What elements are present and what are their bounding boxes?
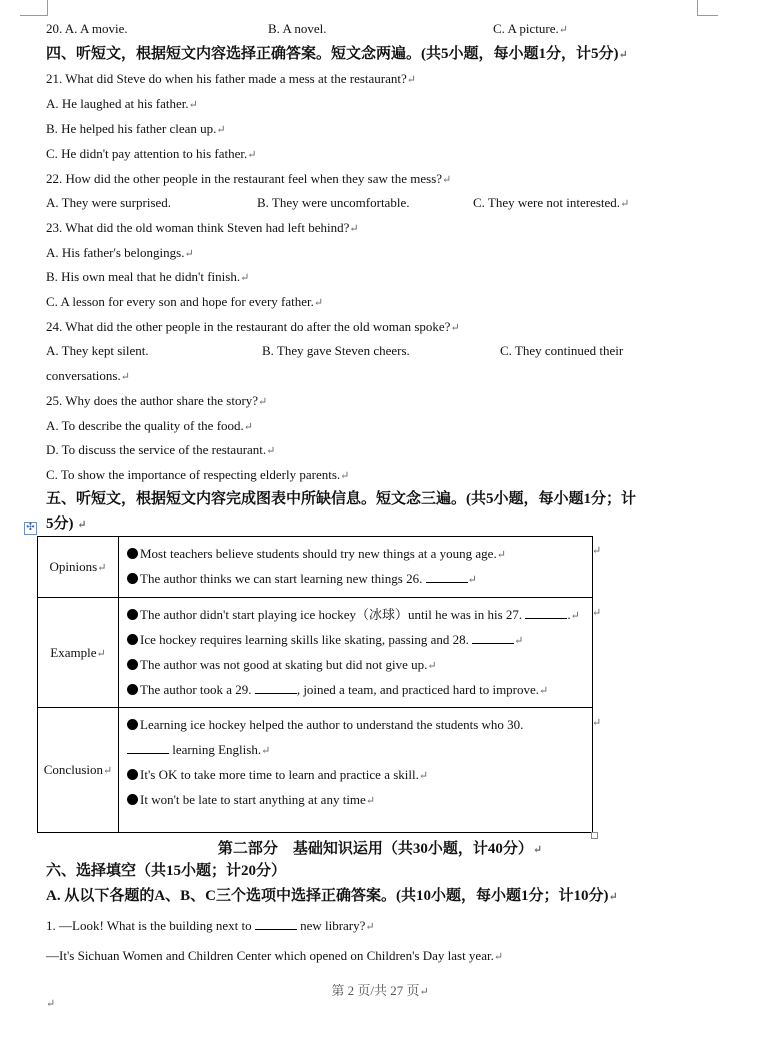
q23-stem: 23. What did the old woman think Steven had left behind?↵ [46,220,359,235]
q20-option-b: B. A novel. [268,21,327,36]
bullet-icon [127,609,138,620]
opinions-label: Opinions↵ [38,537,119,598]
conclusion-1: Learning ice hockey helped the author to understand the students who 30. [119,712,592,737]
section4-title: 四、听短文，根据短文内容选择正确答案。短文念两遍。(共5小题，每小题1分，计5分)↵ [46,46,628,62]
q20-option-c: C. A picture.↵ [493,21,568,36]
bullet-icon [127,634,138,645]
q21-option-c: C. He didn't pay attention to his father.↵ [46,146,257,161]
q25-stem: 25. Why does the author share the story?↵ [46,393,268,408]
example-label: Example↵ [38,598,119,708]
q23-option-c: C. A lesson for every son and hope for every father.↵ [46,294,324,309]
section5-title-cont: 5分) ↵ [46,516,87,532]
q20-option-a: 20. A. A movie. [46,21,128,36]
q24-option-a: A. They kept silent. [46,343,149,358]
conclusion-2: It's OK to take more time to learn and practice a skill.↵ [119,762,592,787]
q22-stem: 22. How did the other people in the restaurant feel when they saw the mess?↵ [46,171,452,186]
example-4: The author took a 29. , joined a team, and practiced hard to improve.↵ [119,677,592,702]
row-end-mark: ↵ [592,607,602,619]
q23-option-a: A. His father's belongings.↵ [46,245,194,260]
crop-mark-top-left [20,0,48,16]
bullet-icon [127,573,138,584]
conclusion-label: Conclusion↵ [38,708,119,833]
conclusion-1-cont: learning English.↵ [119,737,592,762]
section6-title: 六、选择填空（共15小题；计20分） [46,863,287,879]
q21-option-a: A. He laughed at his father.↵ [46,96,198,111]
opinion-1: Most teachers believe students should try new things at a young age.↵ [119,541,592,566]
q24-option-b: B. They gave Steven cheers. [262,343,410,358]
q1-line1: 1. —Look! What is the building next to new library?↵ [46,918,375,933]
page-footer: 第 2 页/共 27 页↵ [331,983,429,998]
bullet-icon [127,769,138,780]
q22-option-a: A. They were surprised. [46,195,172,210]
part2-title: 第二部分 基础知识运用（共30小题，计40分）↵ [217,841,543,857]
bullet-icon [127,659,138,670]
q22-option-b: B. They were uncomfortable. [257,195,410,210]
crop-mark-top-right [697,0,718,16]
paragraph-mark: ↵ [46,998,56,1010]
conclusion-3: It won't be late to start anything at any time↵ [119,787,592,812]
bullet-icon [127,794,138,805]
info-table [37,536,593,833]
q1-line2: —It's Sichuan Women and Children Center which opened on Children's Day last year.↵ [46,948,504,963]
table-move-handle[interactable]: ✣ [24,522,37,535]
q21-stem: 21. What did Steve do when his father made a mess at the restaurant?↵ [46,71,416,86]
example-3: The author was not good at skating but did not give up.↵ [119,652,592,677]
example-1: The author didn't start playing ice hockey（冰球）until he was in his 27. .↵ [119,602,592,627]
q23-option-b: B. His own meal that he didn't finish.↵ [46,269,250,284]
q22-option-c: C. They were not interested.↵ [473,195,630,210]
q25-option-c: C. To show the importance of respecting elderly parents.↵ [46,467,350,482]
example-2: Ice hockey requires learning skills like skating, passing and 28. ↵ [119,627,592,652]
row-end-mark: ↵ [592,717,602,729]
q24-option-c: C. They continued their [500,343,624,358]
row-end-mark: ↵ [592,545,602,557]
q24-option-c-cont: conversations.↵ [46,368,130,383]
opinion-2: The author thinks we can start learning new things 26. ↵ [119,566,592,591]
q24-stem: 24. What did the other people in the restaurant do after the old woman spoke?↵ [46,319,460,334]
bullet-icon [127,548,138,559]
section5-title: 五、听短文，根据短文内容完成图表中所缺信息。短文念三遍。(共5小题，每小题1分；计 [46,491,636,507]
q25-option-d: D. To discuss the service of the restaurant.↵ [46,442,276,457]
q21-option-b: B. He helped his father clean up.↵ [46,121,226,136]
bullet-icon [127,719,138,730]
sectionA-title: A. 从以下各题的A、B、C三个选项中选择正确答案。(共10小题，每小题1分；计10分)↵ [46,888,618,904]
bullet-icon [127,684,138,695]
q25-option-a: A. To describe the quality of the food.↵ [46,418,253,433]
